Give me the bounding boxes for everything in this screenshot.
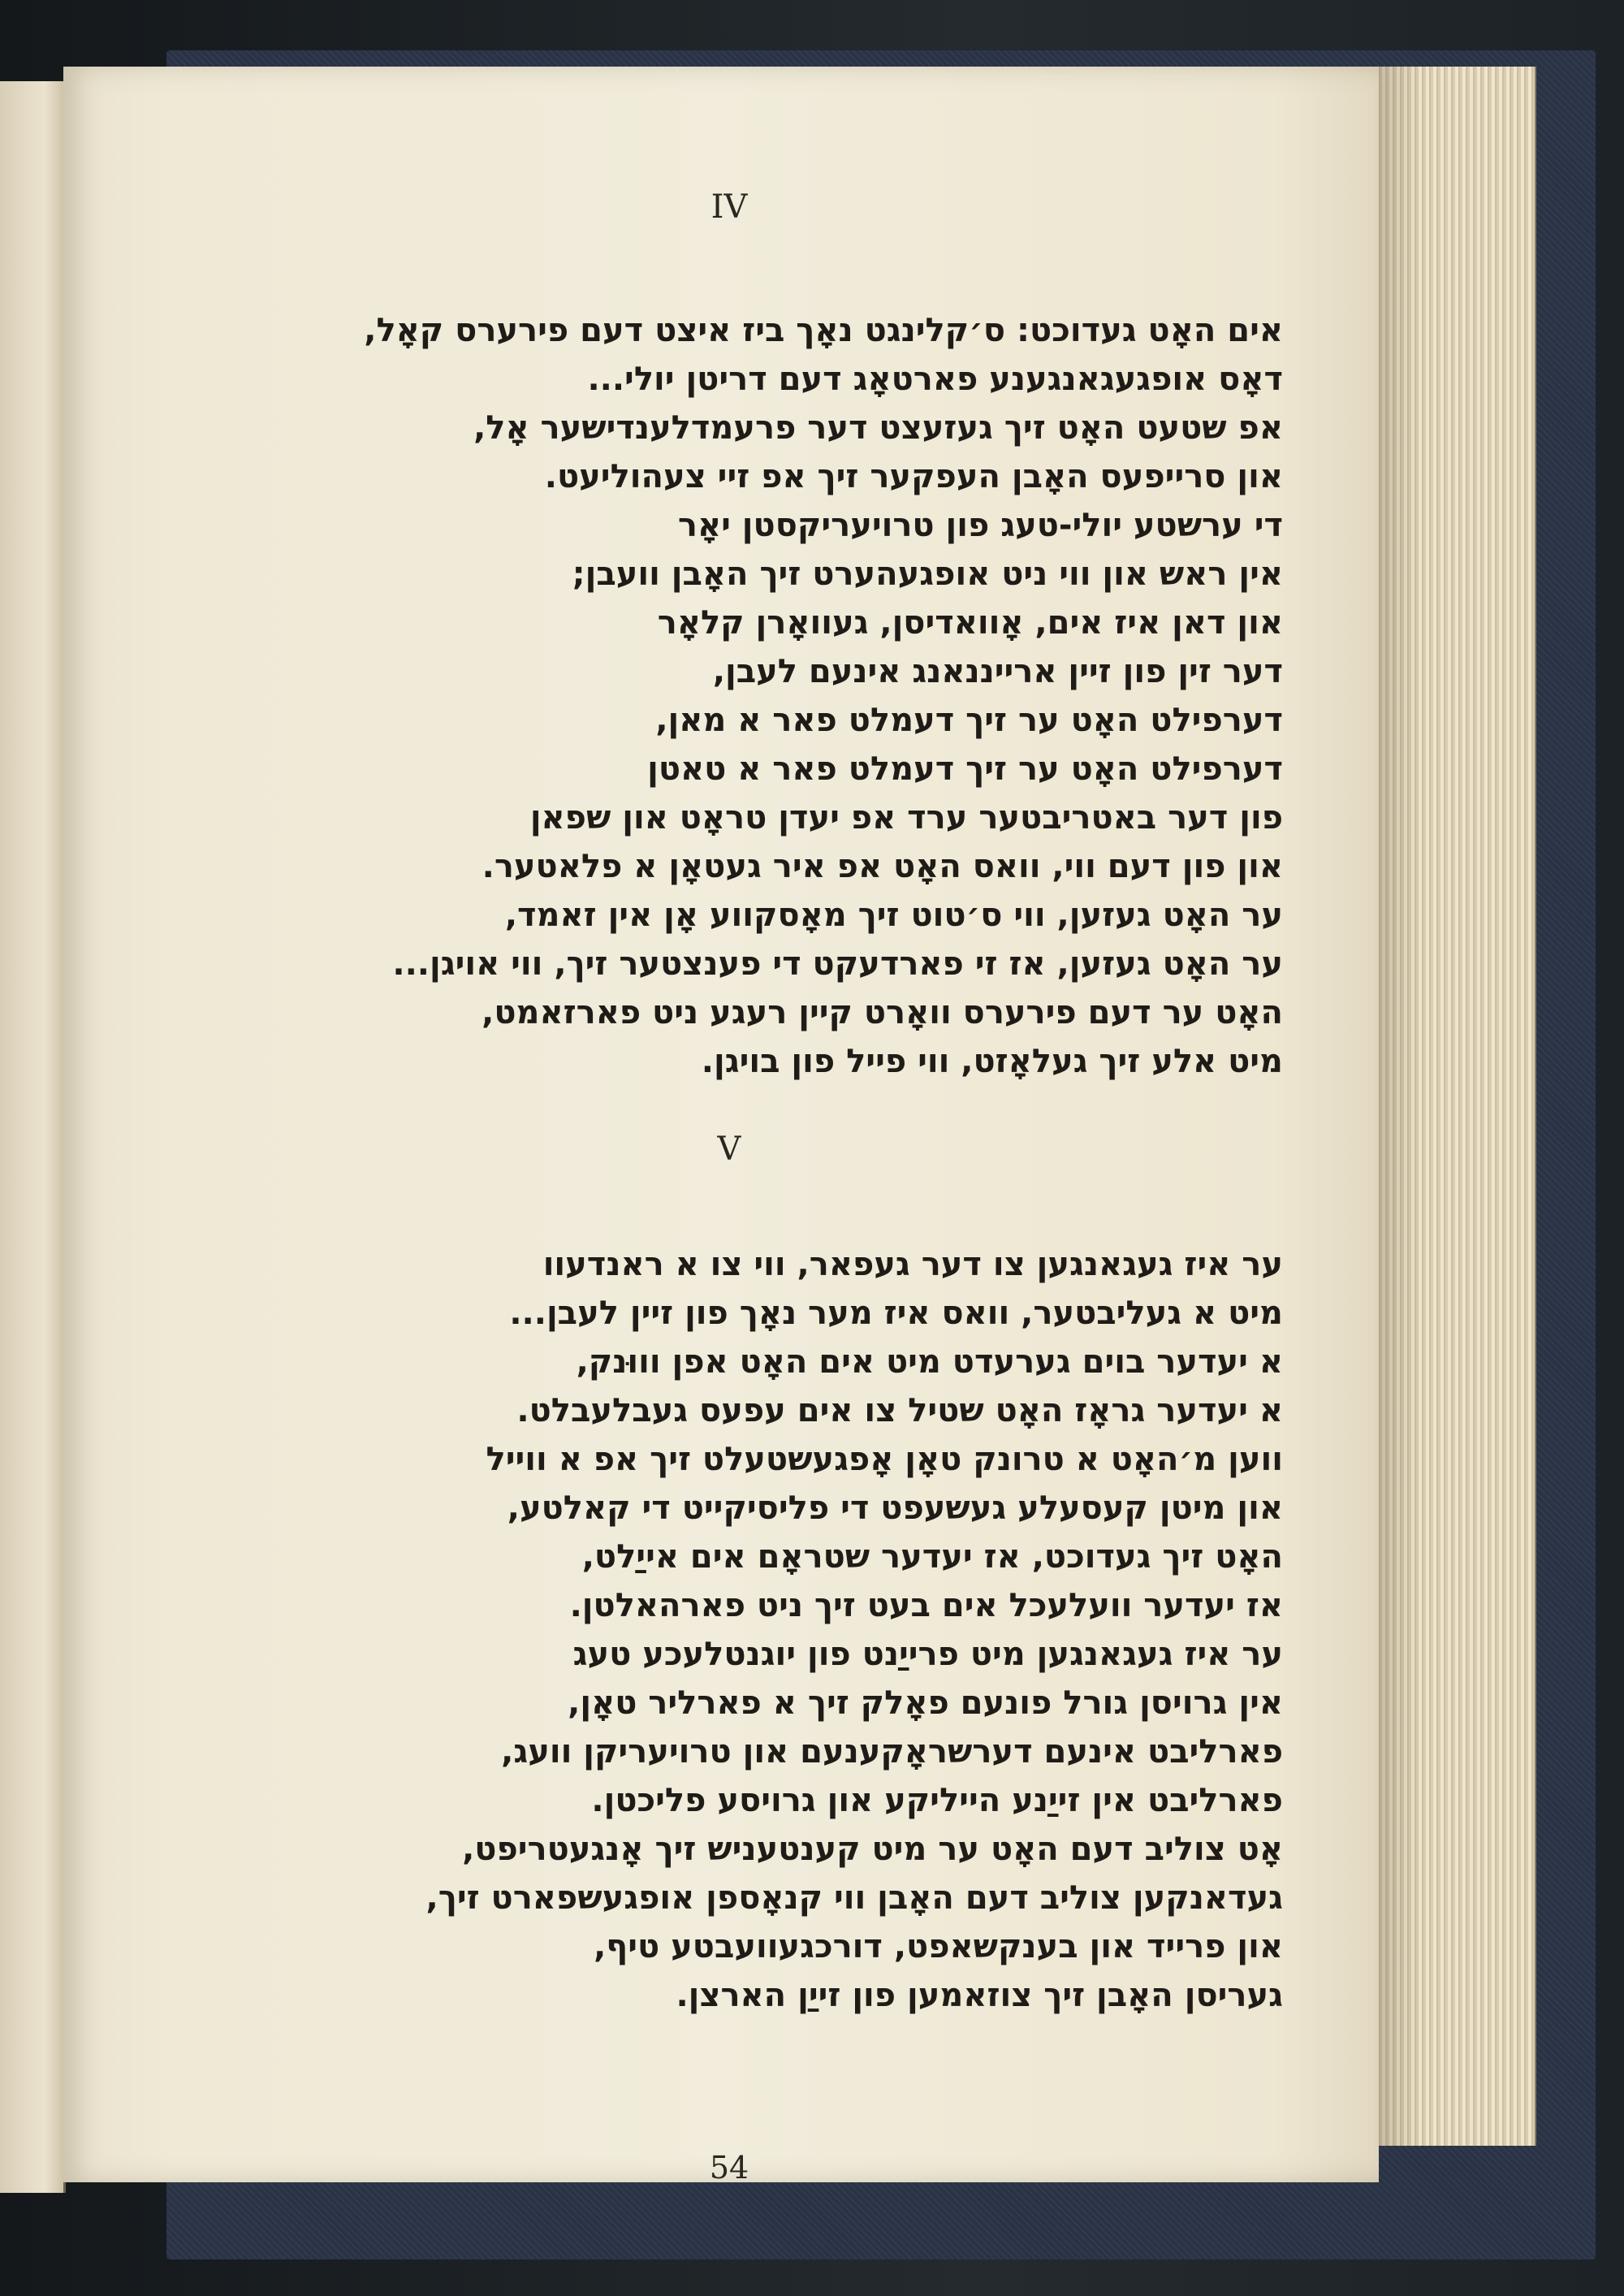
verse-line: דאָס אופגעגאנגענע פארטאָג דעם דריטן יולי... — [587, 361, 1283, 398]
verse-line: האָט ער דעם פירערס וואָרט קיין רעגע ניט פארזאמט, — [482, 994, 1283, 1031]
verse-line: אים האָט געדוכט: ס׳קלינגט נאָך ביז איצט דעם פירערס קאָל, — [364, 312, 1283, 349]
page-number: 54 — [709, 2150, 749, 2186]
section-heading-v: V — [717, 1131, 741, 1168]
verse-line: דער זין פון זיין ארייננאנג אינעם לעבן, — [712, 653, 1283, 690]
verse-line: פון דער באטריבטער ערד אפ יעדן טראָט און שפאן — [529, 799, 1283, 837]
verse-line: אין ראש און ווי ניט אופגעהערט זיך האָבן וועבן; — [572, 556, 1283, 593]
verse-line: געריסן האָבן זיך צוזאמען פון זייַן הארצן. — [676, 1977, 1283, 2014]
verse-line: פארליבט אינעם דערשראָקענעם און טרויעריקן וועג, — [501, 1733, 1283, 1771]
verse-line: אפ שטעט האָט זיך געזעצט דער פרעמדלענדישער אָל, — [473, 409, 1283, 447]
verse-line: און פרייד און בענקשאפט, דורכגעוועבטע טיף, — [594, 1928, 1283, 1965]
verse-line: ווען מ׳האָט א טרונק טאָן אָפגעשטעלט זיך אפ א ווייל — [486, 1441, 1283, 1478]
verse-line: א יעדער גראָז האָט שטיל צו אים עפעס געבלעבלט. — [516, 1392, 1283, 1429]
verse-line: ער איז געגאנגען צו דער געפאר, ווי צו א ראנדעוו — [542, 1246, 1283, 1283]
verse-line: מיט א געליבטער, וואס איז מער נאָך פון זיין לעבן... — [509, 1295, 1283, 1332]
verse-line: ער איז געגאנגען מיט פרייַנט פון יוגנטלעכע טעג — [572, 1636, 1283, 1673]
verse-line: און דאן איז אים, אָוואדיסן, געוואָרן קלאָר — [657, 604, 1283, 642]
page-edges-shadow — [1372, 67, 1421, 2146]
verse-line: מיט אלע זיך געלאָזט, ווי פייל פון בויגן. — [701, 1043, 1283, 1080]
verse-line: ער האָט געזען, ווי ס׳טוט זיך מאָסקווע אָן אין זאמד, — [504, 897, 1283, 934]
section-heading-iv: IV — [710, 188, 748, 226]
verse-line: דערפילט האָט ער זיך דעמלט פאר א טאטן — [647, 750, 1283, 788]
text-column — [63, 67, 1379, 2186]
verse-line: פארליבט אין זייַנע הייליקע און גרויסע פליכטן. — [591, 1782, 1283, 1819]
book-page — [63, 67, 1379, 2186]
left-page-edge — [0, 81, 66, 2193]
verse-line: געדאנקען צוליב דעם האָבן ווי קנאָספן אופגעשפארט זיך, — [425, 1879, 1283, 1917]
verse-line: אז יעדער וועלעכל אים בעט זיך ניט פארהאלטן. — [569, 1587, 1283, 1624]
verse-line: און סרייפעס האָבן העפקער זיך אפ זיי צעהוליעט. — [544, 458, 1283, 495]
verse-line: האָט זיך געדוכט, אז יעדער שטראָם אים אייַלט, — [581, 1538, 1283, 1576]
verse-line: און פון דעם ווי, וואס האָט אפ איר געטאָן א פלאטער. — [482, 848, 1283, 885]
verse-line: דערפילט האָט ער זיך דעמלט פאר א מאן, — [655, 702, 1283, 739]
verse-line: און מיטן קעסעלע געשעפט די פליסיקייט די קאלטע, — [507, 1490, 1283, 1527]
verse-line: אָט צוליב דעם האָט ער מיט קענטעניש זיך אָנגעטריפט, — [462, 1831, 1283, 1868]
verse-line: אין גרויסן גורל פונעם פאָלק זיך א פארליר טאָן, — [568, 1684, 1283, 1722]
verse-line: די ערשטע יולי-טעג פון טרויעריקסטן יאָר — [677, 507, 1283, 544]
verse-line: א יעדער בוים גערעדט מיט אים האָט אפן וווּנק, — [576, 1343, 1283, 1381]
verse-line: ער האָט געזען, אז זי פארדעקט די פענצטער זיך, ווי אויגן... — [392, 945, 1283, 983]
